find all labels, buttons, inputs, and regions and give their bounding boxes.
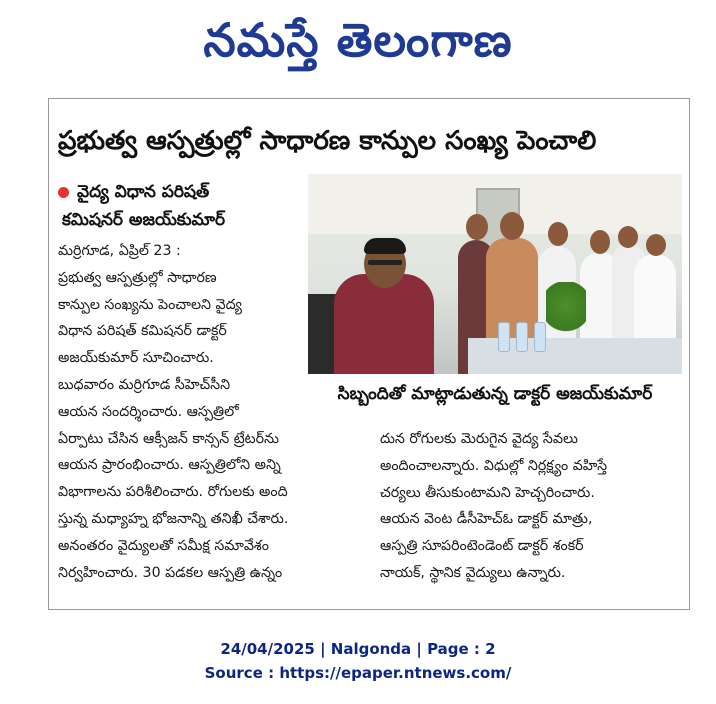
subheading-line-1: వైద్య విధాన పరిషత్ [77, 182, 210, 202]
photo-caption: సిబ్బందితో మాట్లాడుతున్న డాక్టర్ అజయ్‌కుమార్ [337, 384, 653, 404]
nurse-face [590, 230, 610, 254]
body-line: ఆస్పత్రి సూపరింటెండెంట్ డాక్టర్ శంకర్ [380, 538, 584, 555]
body-line: కాన్పుల సంఖ్యను పెంచాలని వైద్య [58, 296, 242, 313]
article-photo [308, 174, 682, 374]
body-line: ఏర్పాటు చేసిన ఆక్సీజన్ కాన్సన్ ట్రేటర్‌ను [58, 430, 279, 447]
nurse-face [548, 222, 568, 246]
newspaper-masthead: నమస్తే తెలంగాణ [203, 13, 513, 67]
body-line: ప్రభుత్వ ఆస్పత్రుల్లో సాధారణ [58, 269, 217, 286]
body-line: అనంతరం వైద్యులతో సమీక్ష సమావేశం [58, 537, 269, 554]
body-line: ఆయన వెంట డీసీహెచ్‌ఓ డాక్టర్ మాత్రు, [380, 511, 593, 528]
body-line: విభాగాలను పరిశీలించారు. రోగులకు అంది [58, 484, 288, 501]
staff-face [500, 212, 524, 240]
red-bullet-icon [58, 187, 69, 198]
body-line: చర్యలు తీసుకుంటామని హెచ్చరించారు. [380, 484, 595, 501]
body-line: స్తున్న మధ్యాహ్న భోజనాన్ని తనిఖీ చేశారు. [58, 510, 289, 527]
doctor-figure [334, 274, 434, 374]
doctor-glasses [368, 260, 402, 265]
body-line: ఆయన ప్రారంభించారు. ఆస్పత్రిలోని అన్ని [58, 457, 281, 474]
article-headline: ప్రభుత్వ ఆస్పత్రుల్లో సాధారణ కాన్పుల సంఖ్య పెంచాలి [58, 126, 597, 156]
body-line: అందించాలన్నారు. విధుల్లో నిర్లక్ష్యం వహిస్తే [380, 457, 608, 474]
water-bottle [498, 322, 510, 352]
article-body-right-column [380, 426, 680, 587]
subheading-line-2: కమిషనర్ అజయ్‌కుమార్ [62, 210, 226, 230]
body-line: దున రోగులకు మెరుగైన వైద్య సేవలు [380, 431, 578, 447]
doctor-hair [364, 238, 406, 254]
nurse-face [646, 234, 666, 256]
staff-face [466, 214, 488, 240]
body-line: మర్రిగూడ, ఏప్రిల్ 23 : [58, 243, 181, 259]
body-line: అజయ్‌కుమార్ సూచించారు. [58, 350, 214, 367]
footer-date-edition-page: 24/04/2025 | Nalgonda | Page : 2 [220, 640, 496, 658]
water-bottle [534, 322, 546, 352]
footer-source-link[interactable]: Source : https://epaper.ntnews.com/ [204, 664, 512, 682]
body-line: నిర్వహించారు. 30 పడకల ఆస్పత్రి ఉన్నం [58, 564, 283, 581]
photo-plant [546, 282, 586, 342]
body-line: నాయక్, స్థానిక వైద్యులు ఉన్నారు. [380, 564, 566, 581]
body-line: విధాన పరిషత్ కమిషనర్ డాక్టర్ [58, 323, 227, 340]
article-subheading [58, 178, 298, 234]
water-bottle [516, 322, 528, 352]
nurse-face [618, 226, 638, 248]
body-line: ఆయన సందర్శించారు. ఆస్పత్రిలో [58, 403, 239, 420]
body-line: బుధవారం మర్రిగూడ సీహెచ్‌సీని [58, 376, 231, 393]
